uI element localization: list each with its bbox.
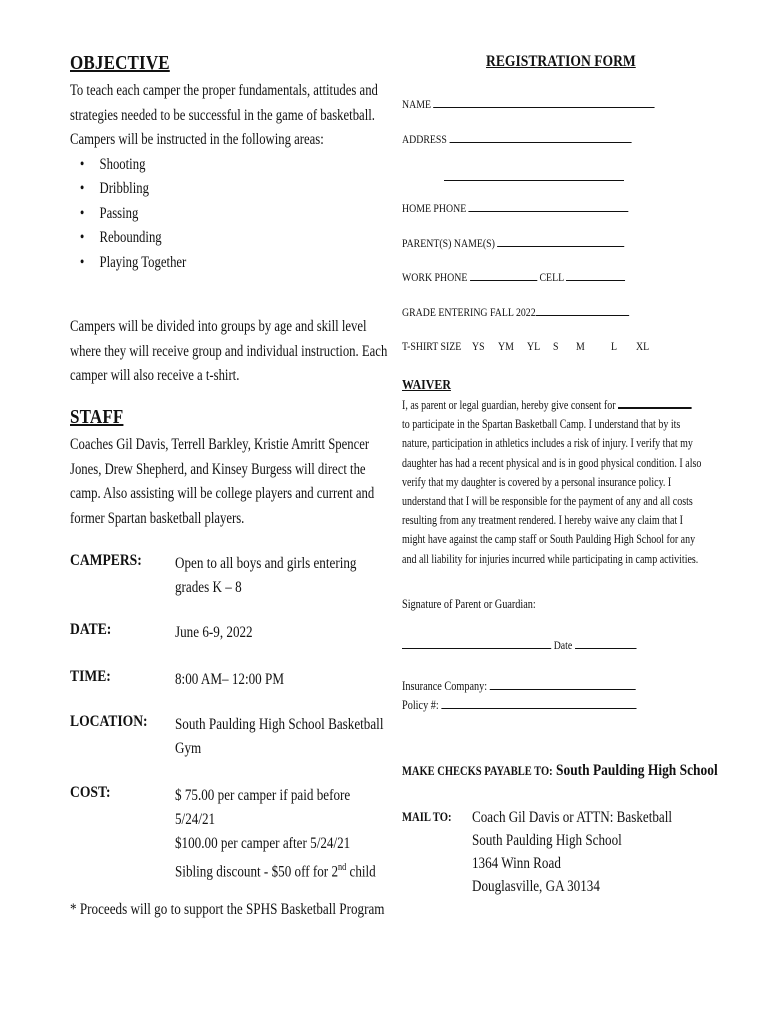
staff-line: Jones, Drew Shepherd, and Kinsey Burgess will direct the <box>70 460 366 478</box>
cell-line[interactable] <box>566 269 625 281</box>
campers-line: grades K – 8 <box>175 579 242 596</box>
policy-line[interactable] <box>441 697 636 709</box>
tshirt-size-row <box>402 339 672 355</box>
objective-text <box>70 79 378 275</box>
mail-to-label: MAIL TO: <box>402 810 452 824</box>
work-phone-line[interactable] <box>470 269 537 281</box>
mail-line: Douglasville, GA 30134 <box>472 878 600 895</box>
home-phone-field[interactable]: HOME PHONE <box>402 200 629 216</box>
parents-field[interactable]: PARENT(S) NAME(S) <box>402 235 624 251</box>
waiver-text <box>402 396 702 569</box>
time-label: TIME: <box>70 668 111 685</box>
waiver-line: I, as parent or legal guardian, hereby give consent for <box>402 396 698 415</box>
objective-line: Campers will be instructed in the following areas: <box>70 131 324 148</box>
size-option[interactable]: YL <box>527 339 541 353</box>
list-item: • Shooting <box>70 153 378 178</box>
waiver-line: verify that my daughter is covered by a personal insurance policy. I <box>402 474 672 489</box>
date-value: June 6-9, 2022 <box>175 624 253 641</box>
waiver-line: and all liability for injuries incurred while participating in camp activities. <box>402 551 699 566</box>
groups-text <box>70 315 387 389</box>
address-line[interactable] <box>449 131 631 143</box>
policy-field[interactable]: Policy #: <box>402 697 636 713</box>
address-line-2[interactable] <box>444 180 624 181</box>
objective-line: To teach each camper the proper fundamentals, attitudes and <box>70 82 378 99</box>
grade-field[interactable]: GRADE ENTERING FALL 2022 <box>402 304 629 320</box>
mail-address <box>472 806 672 898</box>
waiver-heading: WAIVER <box>402 378 451 393</box>
grade-line[interactable] <box>536 304 629 316</box>
signature-line[interactable] <box>402 637 551 649</box>
mail-line: 1364 Winn Road <box>472 855 561 872</box>
size-option[interactable]: M <box>576 339 585 353</box>
cost-line: 5/24/21 <box>175 811 216 828</box>
list-item: • Playing Together <box>70 251 378 276</box>
campers-line: Open to all boys and girls entering <box>175 555 357 572</box>
objective-heading: OBJECTIVE <box>70 52 170 74</box>
proceeds-note: * Proceeds will go to support the SPHS Basketball Program <box>70 901 385 918</box>
staff-line: camp. Also assisting will be college players and current and <box>70 485 375 502</box>
staff-line: Coaches Gil Davis, Terrell Barkley, Kristie Amritt Spencer <box>70 436 370 453</box>
campers-value <box>175 552 356 600</box>
size-option[interactable]: S <box>553 339 559 353</box>
waiver-line: might have against the camp staff or South Paulding High School for any <box>402 532 696 547</box>
waiver-line: resulting from any treatment rendered. I hereby waive any claim that I <box>402 513 683 528</box>
waiver-line: understand that I will be responsible for the payment of any and all costs <box>402 494 693 509</box>
size-option[interactable]: XL <box>636 339 650 353</box>
groups-line: where they will receive group and individual instruction. Each <box>70 342 388 360</box>
list-item: • Rebounding <box>70 226 378 251</box>
groups-line: camper will also receive a t-shirt. <box>70 367 240 384</box>
location-line: South Paulding High School Basketball <box>175 716 384 733</box>
mail-line: Coach Gil Davis or ATTN: Basketball <box>472 809 673 826</box>
staff-text <box>70 433 374 531</box>
home-phone-line[interactable] <box>469 200 629 212</box>
list-item: • Dribbling <box>70 177 378 202</box>
list-item: • Passing <box>70 202 378 227</box>
cost-value <box>175 784 376 884</box>
mail-line: South Paulding High School <box>472 832 622 849</box>
waiver-line: nature, participation in athletics includes a risk of injury. I verify that my <box>402 436 693 451</box>
insurance-field[interactable]: Insurance Company: <box>402 678 636 694</box>
work-phone-field[interactable]: WORK PHONE CELL <box>402 269 625 285</box>
campers-label: CAMPERS: <box>70 552 142 569</box>
waiver-line: to participate in the Spartan Basketball Camp. I understand that by its <box>402 417 681 432</box>
checks-payable: MAKE CHECKS PAYABLE TO: South Paulding High School <box>402 762 718 779</box>
address-field[interactable]: ADDRESS <box>402 131 631 147</box>
size-option[interactable]: YM <box>498 339 514 353</box>
date-label: DATE: <box>70 621 112 638</box>
tshirt-label: T-SHIRT SIZE <box>402 339 462 353</box>
name-line[interactable] <box>433 96 654 108</box>
cost-line: $ 75.00 per camper if paid before <box>175 787 351 804</box>
waiver-line: daughter has had a recent physical and is in good physical condition. I also <box>402 455 702 470</box>
location-label: LOCATION: <box>70 713 148 730</box>
location-value <box>175 713 383 761</box>
insurance-line[interactable] <box>490 678 636 690</box>
location-line: Gym <box>175 740 202 757</box>
sibling-discount: Sibling discount - $50 off for 2nd child <box>175 862 376 881</box>
parents-line[interactable] <box>497 235 624 247</box>
areas-list <box>70 153 378 276</box>
groups-line: Campers will be divided into groups by age and skill level <box>70 318 367 335</box>
staff-heading: STAFF <box>70 406 124 428</box>
time-value: 8:00 AM– 12:00 PM <box>175 671 284 688</box>
staff-line: former Spartan basketball players. <box>70 509 245 527</box>
name-field[interactable]: NAME <box>402 96 655 112</box>
camper-name-line[interactable] <box>618 396 692 409</box>
cost-line: $100.00 per camper after 5/24/21 <box>175 835 351 852</box>
registration-heading: REGISTRATION FORM <box>486 53 636 70</box>
signature-label: Signature of Parent or Guardian: <box>402 597 536 611</box>
size-option[interactable]: YS <box>472 339 485 353</box>
cost-label: COST: <box>70 784 111 801</box>
objective-line: strategies needed to be successful in the game of basketball. <box>70 106 375 124</box>
signature-date-line[interactable] <box>575 637 637 649</box>
size-option[interactable]: L <box>611 339 618 353</box>
signature-field[interactable]: Date <box>402 637 636 653</box>
